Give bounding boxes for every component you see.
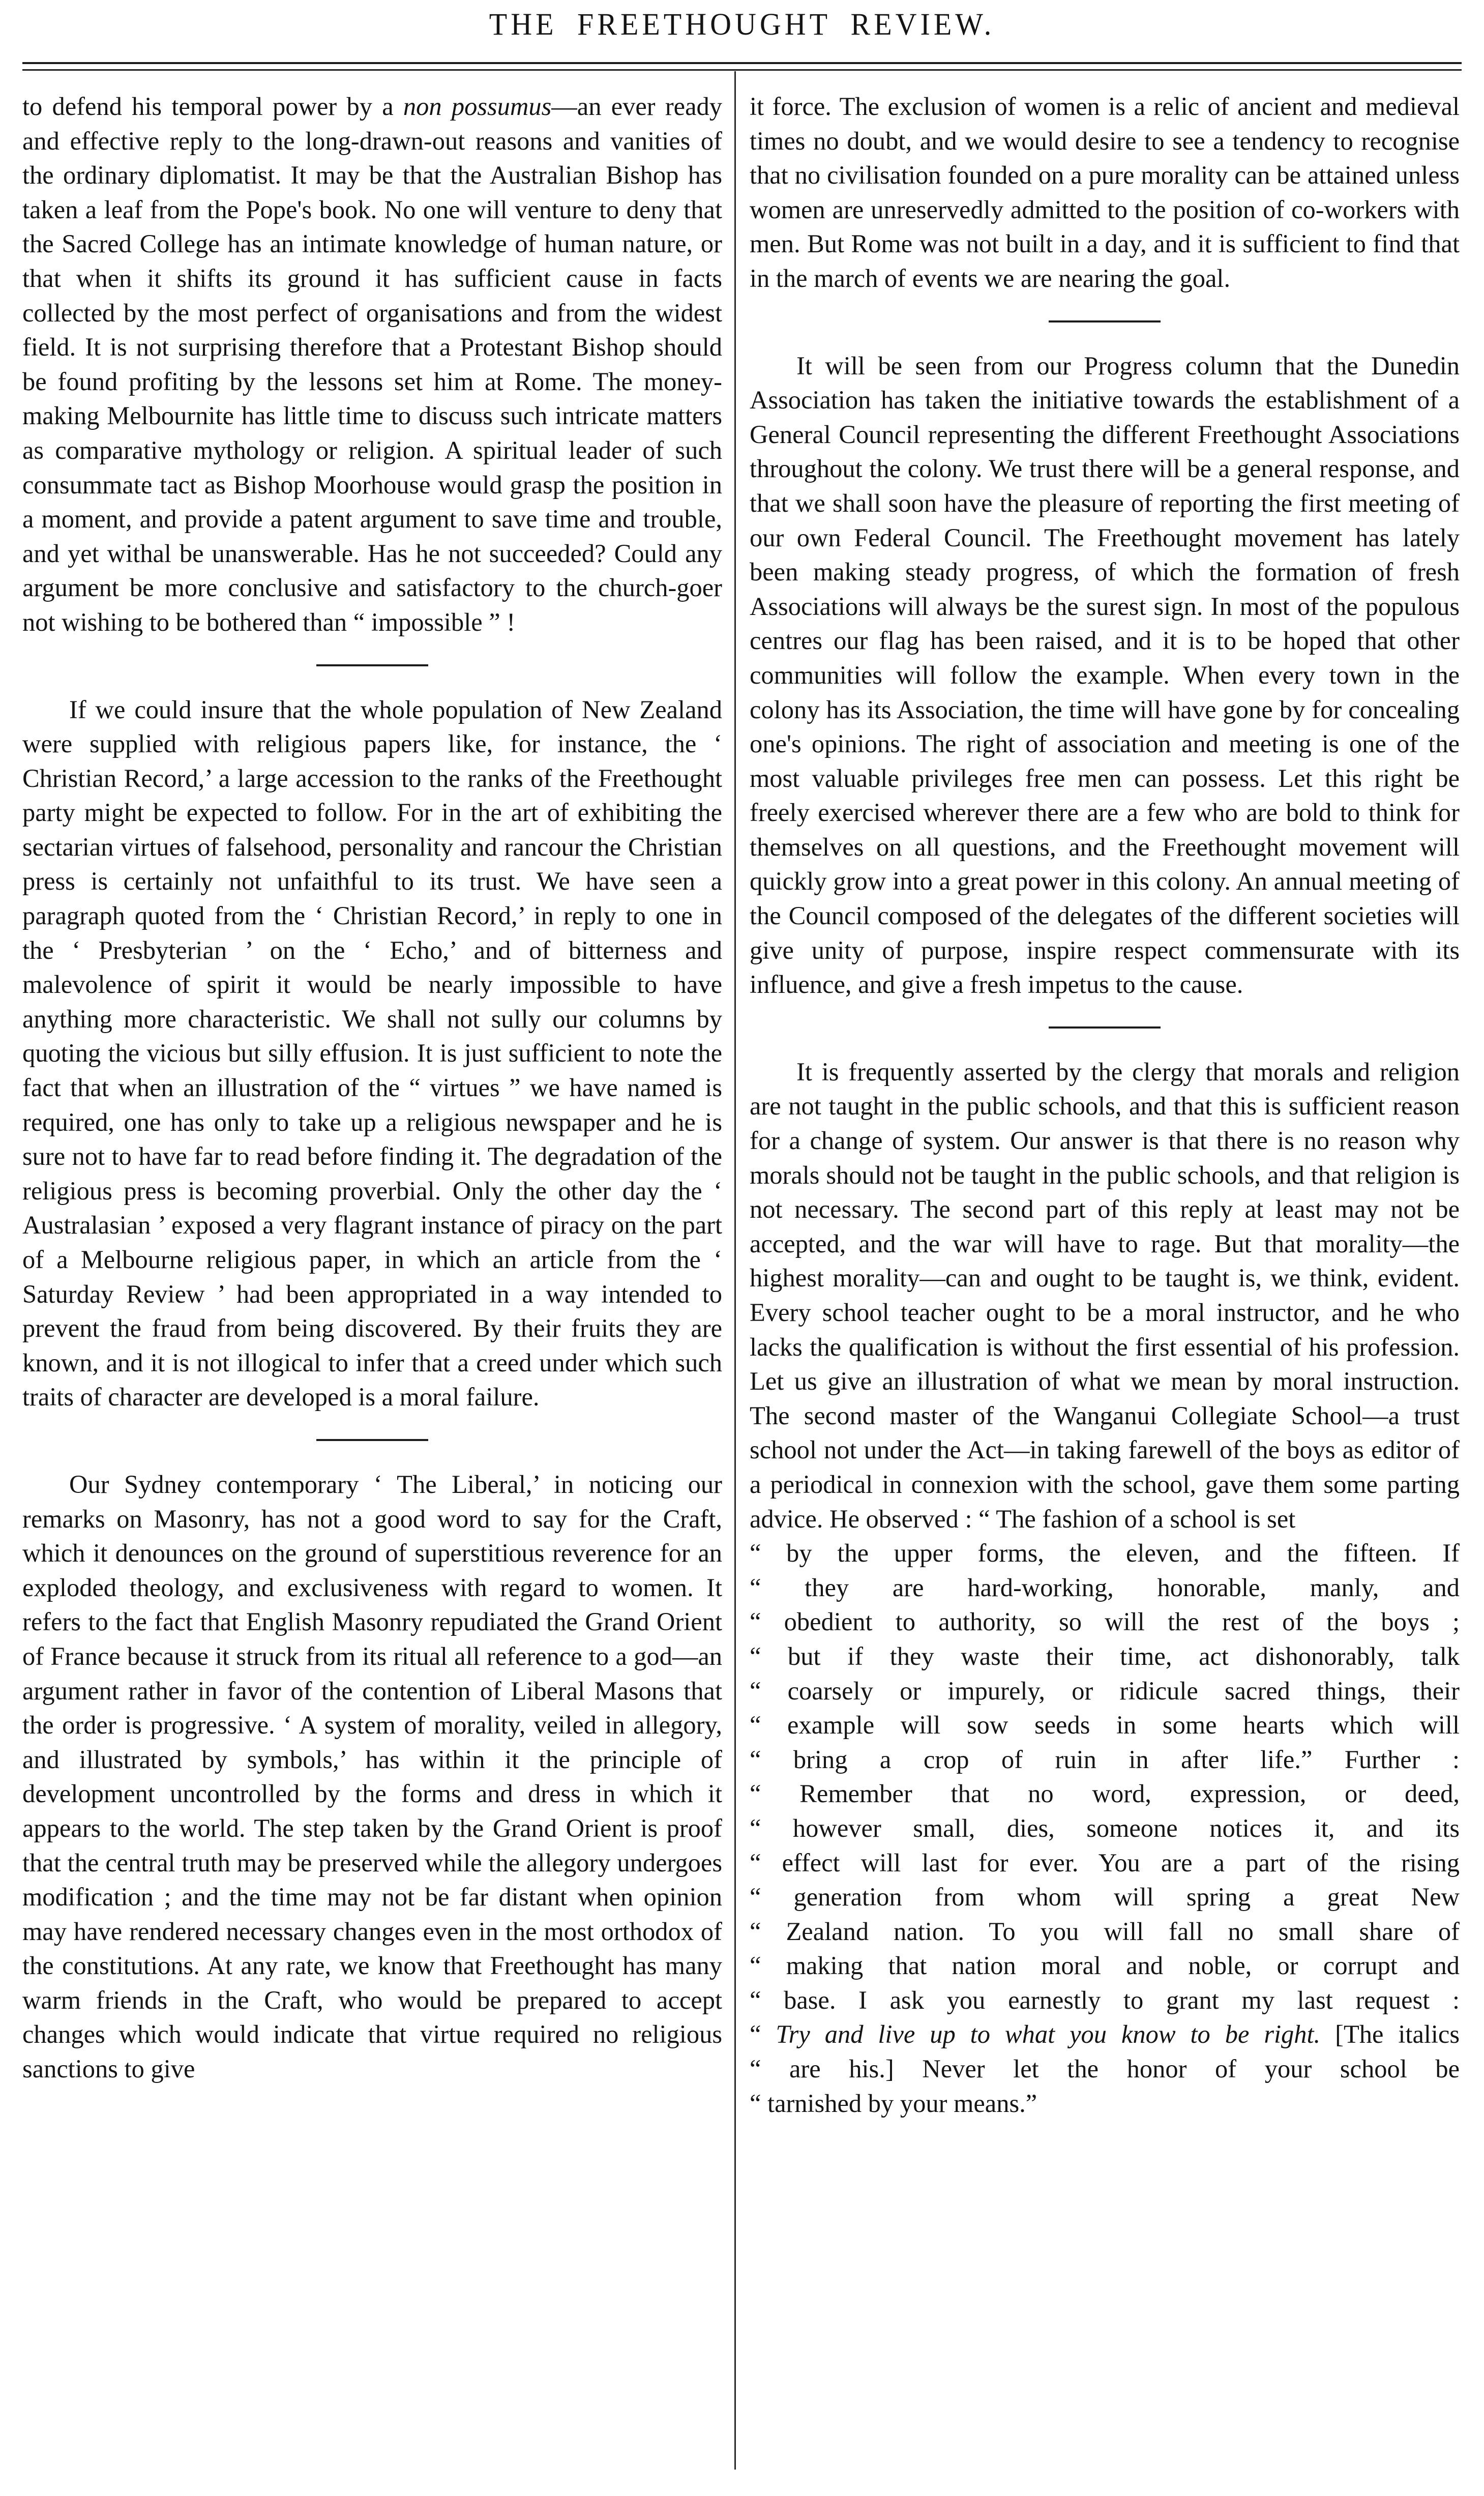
section-separator [316, 1439, 428, 1441]
quote-line: “ tarnished by your means.” [750, 2089, 1037, 2118]
right-column [750, 90, 1460, 2121]
quote-line-italic [750, 2017, 1460, 2052]
article-moral-instruction [750, 1055, 1460, 1536]
quote-line: “ obedient to authority, so will the rest of the boys ; [750, 1607, 1460, 1636]
quote-line: “ effect will last for ever. You are a part of the rising [750, 1848, 1460, 1877]
header-rule-bottom [22, 69, 1462, 71]
quote-line: “ however small, dies, someone notices it, and its [750, 1813, 1460, 1842]
section-separator [1049, 320, 1161, 322]
quote-line: “ are his.] Never let the honor of your school be [750, 2054, 1460, 2083]
masthead-title: THE FREETHOUGHT REVIEW. [489, 7, 995, 42]
quote-line: “ by the upper forms, the eleven, and the fifteen. If [750, 1539, 1460, 1568]
quote-line: “ making that nation moral and noble, or corrupt and [750, 1951, 1460, 1980]
quoted-speech [750, 1536, 1460, 2121]
text-run: It is frequently asserted by the clergy that morals and religion are not taught in the public schools, and that this is sufficient reason for a change of system. Our answer is that there is no reason why morals should not be taught in the public schools, and that religion is not necessary. The second part of this reply at least may not be accepted, and the war will have to rage. But that morality—the highest morality—can and ought to be taught is, we think, evident. Every school teacher ought to be a moral instructor, and he who lacks the qualification is without the first essential of his profession. Let us give an illustration of what we mean by moral instruction. The second master of the Wanganui Collegiate School—a trust school not under the Act—in taking farewell of the boys as editor of a periodical in connexion with the school, gave them some parting advice. He observed : “ The fashion of a school is set [750, 1057, 1460, 1533]
quote-line: “ base. I ask you earnestly to grant my last request : [750, 1985, 1460, 2014]
quote-line: “ example will sow seeds in some hearts which will [750, 1711, 1460, 1740]
quote-line: “ generation from whom will spring a great New [750, 1883, 1460, 1912]
text-run: to defend his temporal power by a [22, 92, 403, 121]
column-divider [734, 71, 736, 2470]
quote-line: “ but if they waste their time, act dishonorably, talk [750, 1641, 1460, 1670]
article-masonry: Our Sydney contemporary ‘ The Liberal,’ in noticing our remarks on Masonry, has not a good word to say for the Craft, which it denounces on the ground of superstitious reverence for an exploded theology, and exclusiveness with regard to women. It refers to the fact that English Masonry repudiated the Grand Orient of France because it struck from its ritual all reference to a god—an argument rather in favor of the contention of Liberal Masons that the order is progressive. ‘ A system of morality, veiled in allegory, and illustrated by symbols,’ has within it the principle of development uncontrolled by the forms and dress in which it appears to the world. The step taken by the Grand Orient is proof that the central truth may be preserved while the allegory undergoes modification ; and the time may not be far distant when opinion may have rendered necessary changes even in the most orthodox of the constitutions. At any rate, we know that Freethought has many warm friends in the Craft, who would be prepared to accept changes which would indicate that virtue required no religious sanctions to give [22, 1470, 722, 2083]
section-separator [316, 664, 428, 666]
quote-line: “ they are hard-working, honorable, manly, and [750, 1573, 1460, 1602]
quote-line: “ Remember that no word, expression, or deed, [750, 1779, 1460, 1808]
quote-line: “ Zealand nation. To you will fall no small share of [750, 1917, 1460, 1946]
italic-phrase-non-possumus: non possumus [403, 92, 552, 121]
text-run: “ [750, 2020, 776, 2049]
header-rule-top [22, 62, 1462, 64]
italic-maxim: Try and live up to what you know to be right. [776, 2020, 1321, 2049]
section-separator [1049, 1026, 1161, 1029]
article-masonry-continuation: it force. The exclusion of women is a relic of ancient and medieval times no doubt, and we would desire to see a tendency to recognise that no civilisation founded on a pure morality can be attained unless women are unreservedly admitted to the position of co-workers with men. But Rome was not built in a day, and it is sufficient to find that in the march of events we are nearing the goal. [750, 92, 1460, 292]
quote-line: “ coarsely or impurely, or ridicule sacred things, their [750, 1676, 1460, 1705]
article-pope-continuation [22, 90, 722, 640]
text-run: —an ever ready and effective reply to the long-drawn-out reasons and vanities of the ordinary diplomatist. It may be that the Australian Bishop has taken a leaf from the Pope's book. No one will venture to deny that the Sacred College has an intimate knowledge of human nature, or that when it shifts its ground it has sufficient cause in facts collected by the most perfect of organisations and from the widest field. It is not surprising therefore that a Protestant Bishop should be found profiting by the lessons set him at Rome. The money-making Melbournite has little time to discuss such intricate matters as comparative mythology or religion. A spiritual leader of such consummate tact as Bishop Moorhouse would grasp the position in a moment, and provide a patent argument to save time and trouble, and yet withal be unanswerable. Has he not succeeded? Could any argument be more conclusive and satisfactory to the church-goer not wishing to be bothered than “ impossible ” ! [22, 92, 722, 636]
article-religious-press: If we could insure that the whole population of New Zealand were supplied with religious papers like, for instance, the ‘ Christian Record,’ a large accession to the ranks of the Freethought party might be expected to follow. For in the art of exhibiting the sectarian virtues of falsehood, personality and rancour the Christian press is certainly not unfaithful to its trust. We have seen a paragraph quoted from the ‘ Christian Record,’ in reply to one in the ‘ Presbyterian ’ on the ‘ Echo,’ and of bitterness and malevolence of spirit it would be nearly impossible to have anything more characteristic. We shall not sully our columns by quoting the vicious but silly effusion. It is just sufficient to note the fact that when an illustration of the “ virtues ” we have named is required, one has only to take up a religious newspaper and he is sure not to have far to read before finding it. The degradation of the religious press is becoming proverbial. Only the other day the ‘ Australasian ’ exposed a very flagrant instance of piracy on the part of a Melbourne religious paper, in which an article from the ‘ Saturday Review ’ had been appropriated in a way intended to prevent the fraud from being discovered. By their fruits they are known, and it is not illogical to infer that a creed under which such traits of character are developed is a moral failure. [22, 695, 722, 1412]
text-run: [The italics [1320, 2020, 1460, 2049]
article-general-council: It will be seen from our Progress column that the Dunedin Association has taken the initiative towards the establishment of a General Council representing the different Freethought Associations throughout the colony. We trust there will be a general response, and that we shall soon have the pleasure of reporting the first meeting of our own Federal Council. The Freethought movement has lately been making steady progress, of which the formation of fresh Associations will always be the surest sign. In most of the populous centres our flag has been raised, and it is to be hoped that other communities will follow the example. When every town in the colony has its Association, the time will have gone by for concealing one's opinions. The right of association and meeting is one of the most valuable privileges free men can possess. Let this right be freely exercised wherever there are a few who are bold to think for themselves on all questions, and the Freethought movement will quickly grow into a great power in this colony. An annual meeting of the Council composed of the delegates of the different societies will give unity of purpose, inspire respect commensurate with its influence, and give a fresh impetus to the cause. [750, 351, 1460, 999]
quote-line: “ bring a crop of ruin in after life.” Further : [750, 1745, 1460, 1774]
left-column [22, 90, 722, 2087]
